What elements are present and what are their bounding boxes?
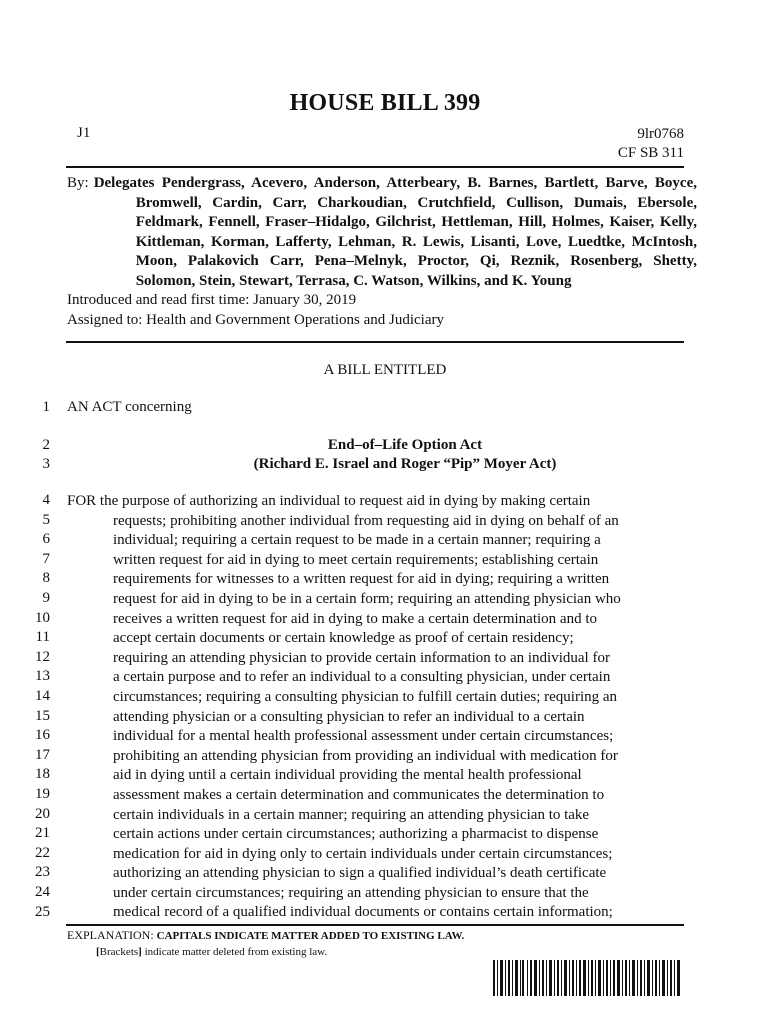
line-number: 2 [42,437,50,453]
purpose-line: circumstances; requiring a consulting physician to fulfill certain duties; requiring an [113,688,618,705]
sponsor-rule [66,341,684,343]
line-number: 14 [35,688,50,704]
line-number: 19 [35,786,50,802]
explanation-footer [67,928,464,958]
purpose-line: under certain circumstances; requiring an attending physician to ensure that the [113,884,589,901]
line-number: 1 [42,399,50,415]
purpose-line: FOR the purpose of authorizing an individual to request aid in dying by making certain [67,493,591,509]
assigned-line: Assigned to: Health and Government Operations and Judiciary [67,311,444,328]
line-number: 21 [35,825,50,842]
line-number: 25 [35,903,50,920]
purpose-line: prohibiting an attending physician from providing an individual with medication for [113,747,618,764]
committee-code: J1 [77,125,91,141]
purpose-line: requiring an attending physician to provide certain information to an individual for [113,649,610,666]
line-number: 11 [35,629,50,646]
line-number: 22 [35,844,50,861]
act-short-title: End–of–Life Option Act [327,437,483,453]
explanation-label: EXPLANATION: [67,928,154,942]
purpose-line: accept certain documents or certain knowledge as proof of certain residency; [113,630,574,647]
purpose-line: assessment makes a certain determination and communicates the determination to [113,786,605,803]
header-rule [66,166,684,168]
purpose-paragraph [67,492,697,923]
line-number: 6 [42,531,50,548]
line-number: 20 [35,805,50,822]
line-number: 10 [35,609,50,626]
purpose-line: request for aid in dying to be in a certain form; requiring an attending physician who [113,590,621,607]
line-number: 23 [35,864,50,881]
explanation-brackets [96,946,464,958]
purpose-line: certain individuals in a certain manner; requiring an attending physician to take [113,806,590,823]
bill-entitled-heading: A BILL ENTITLED [323,362,447,378]
purpose-line: individual for a mental health professional assessment under certain circumstances; [113,728,614,745]
line-number: 5 [42,511,50,528]
line-number: 7 [42,550,50,567]
barcode-image [493,960,681,996]
line-number: 4 [42,492,50,508]
purpose-line: written request for aid in dying to meet certain requirements; establishing certain [113,551,599,568]
line-number: 3 [42,456,50,472]
bracket-close: ] [138,946,142,958]
purpose-line: aid in dying until a certain individual providing the mental health professional [113,767,582,784]
line-number: 12 [35,648,50,665]
act-concerning: AN ACT concerning [67,399,192,415]
act-alt-title: (Richard E. Israel and Roger “Pip” Moyer Act) [253,456,557,472]
line-number: 16 [35,727,50,744]
introduced-line: Introduced and read first time: January 30, 2019 [67,292,357,308]
purpose-line: a certain purpose and to refer an individual to a consulting physician, under certain [113,669,611,686]
line-number: 13 [35,668,50,685]
line-number: 8 [42,570,50,587]
bill-title: HOUSE BILL 399 [289,90,481,116]
purpose-line: individual; requiring a certain request to be made in a certain manner; requiring a [113,532,601,549]
line-number: 18 [35,766,50,783]
line-number: 17 [35,746,50,763]
sponsor-list: Delegates Pendergrass, Acevero, Anderson, Atterbeary, B. Barnes, Bartlett, Barve, Boyce, Bromwell, Cardin, Carr, Charkoudian, Crutchfield, Cullison, Dumais, Ebersole, Feldmark, Fennell, Fraser–Hidalgo, Gilchrist, Hettleman, Hill, Holmes, Kaiser, Kelly, Kittleman, Korman, Lafferty, Lehman, R. Lewis, Lisanti, Love, Luedtke, McIntosh, Moon, Palakovich Carr, Pena–Melnyk, Proctor, Qi, Reznik, Rosenberg, Shetty, Solomon, Stein, Stewart, Terrasa, C. Watson, Wilkins, and K. Young [93,175,697,289]
sponsor-block [67,174,697,330]
explanation-capitals: CAPITALS INDICATE MATTER ADDED TO EXISTING LAW. [156,930,465,942]
purpose-line: requirements for witnesses to a written request for aid in dying; requiring a written [113,571,610,588]
purpose-line: authorizing an attending physician to sign a qualified individual’s death certificate [113,865,607,882]
bracket-open: [ [96,946,100,958]
drafting-code: 9lr0768 [637,126,684,142]
line-number: 9 [42,590,50,606]
purpose-line: medical record of a qualified individual documents or contains certain information; [113,904,613,921]
footer-rule [66,924,684,926]
purpose-line: attending physician or a consulting physician to refer an individual to a certain [113,708,585,725]
bill-codes [618,125,684,163]
purpose-line: requests; prohibiting another individual from requesting aid in dying on behalf of an [113,512,619,529]
line-number: 24 [35,884,50,900]
purpose-line: certain actions under certain circumstances; authorizing a pharmacist to dispense [113,826,599,843]
brackets-description: indicate matter deleted from existing law. [141,946,328,958]
cross-file-code: CF SB 311 [617,145,684,161]
purpose-line: receives a written request for aid in dying to make a certain determination and to [113,610,597,627]
purpose-line: medication for aid in dying only to certain individuals under certain circumstances; [113,845,613,862]
sponsor-label: By: [67,175,89,191]
brackets-word: Brackets [99,946,139,958]
line-number: 15 [35,707,50,724]
